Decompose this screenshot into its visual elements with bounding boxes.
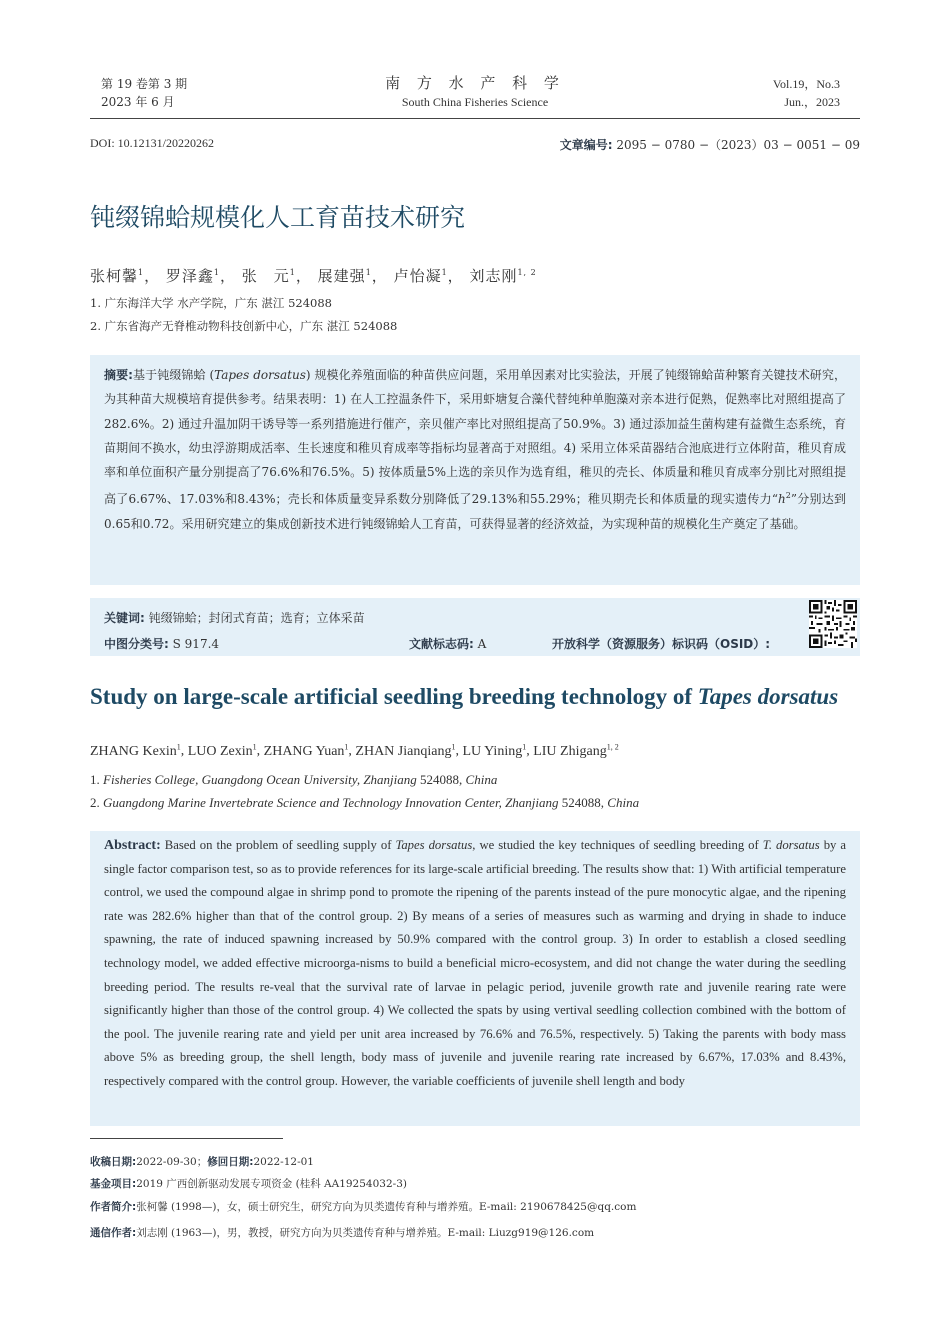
footnote-rule: [90, 1138, 283, 1139]
author-cn: 卢怡凝$^1$: [393, 267, 448, 285]
header-volume-cn: 第 19 卷第 3 期: [101, 77, 188, 91]
article-number: [560, 136, 860, 153]
author-en: LIU Zhigang$^{1, 2}$: [533, 742, 619, 759]
header-volume-info-en: [773, 75, 840, 111]
author-en: LU Yining$^1$: [462, 742, 527, 759]
author-en: ZHANG Kexin$^1$: [90, 742, 181, 759]
header-date-cn: 2023 年 6 月: [101, 95, 175, 109]
author-cn: 张柯馨$^1$: [90, 267, 145, 285]
footnote-dates: 收稿日期:2022-09-30；修回日期:2022-12-01: [90, 1156, 314, 1168]
abstract-en: Abstract: Based on the problem of seedling supply of Tapes dorsatus, we studied the key techniques of seedling breeding of T. dorsatus by a single factor comparison test, so as to provide references for its large-scale artificial breeding. The results show that: 1) With artificial temperature control, we used the compound algae in shrimp pond to promote the ripening of the parents instead of the pure monocytic algae, and the ripening rate was 282.6% higher than that of the control group. 2) By means of a series of measures such as warming and drying in shade to induce spawning, the rate of induced spawning increased by 50.9% compared with the control group. 3) In order to establish a closed seedling technology model, we added effective microorga-nisms to build a beneficial micro-ecosystem, and did not change the water during the seedling breeding period. The results re-veal that the survival rate of larvae in pelagic period, juvenile growth rate and juvenile rearing rate were significantly higher than those of the control group. 4) We collected the spats by using vertival seedling collection combined with the bottom of the pool. The juvenile rearing rate and yield per unit area increased by 76.6% and 76.5%, respectively. 5) Taking the parents with body mass above 5% as breeding group, the shell length, body mass of juvenile and juvenile rearing rate increased by 6.67%, 17.03% and 8.43%, respectively compared with the control group. However, the variable coefficients of juvenile shell length and body: [104, 838, 847, 1088]
affiliation-en-2: 2. Guangdong Marine Invertebrate Science and Technology Innovation Center, Zhanjiang 524088, China: [90, 795, 640, 810]
header-volume-en: Vol.19，No.3: [772, 77, 840, 91]
title-en: Study on large-scale artificial seedling breeding technology of Tapes dorsatus: [90, 684, 839, 709]
footnote-fund: 基金项目:2019 广西创新驱动发展专项资金 (桂科 AA19254032-3): [90, 1178, 407, 1190]
affiliation-cn-1: 1. 广东海洋大学 水产学院，广东 湛江 524088: [90, 296, 332, 310]
keywords-value: 钝缀锦蛤；封闭式育苗；选育；立体采苗: [148, 611, 365, 625]
author-en: ZHANG Yuan$^1$: [263, 742, 349, 759]
abstract-en-label: Abstract:: [104, 838, 161, 853]
keywords: 关键词: 钝缀锦蛤；封闭式育苗；选育；立体采苗: [104, 611, 365, 625]
authors-en: ZHANG Kexin$^1$, LUO Zexin$^1$, ZHANG Yuan$^1$, ZHAN Jianqiang$^1$, LU Yining$^1$, LIU Zhigang$^{1, 2}$: [90, 742, 619, 759]
doi[interactable]: DOI: 10.12131/20220262: [90, 136, 214, 150]
footnote-author: 作者简介:张柯馨 (1998—)，女，硕士研究生，研究方向为贝类遗传育种与增养殖。E-mail: 2190678425@qq.com: [90, 1201, 637, 1213]
author-cn: 刘志刚$^{1, 2}$: [469, 267, 537, 285]
title-cn: 钝缀锦蛤规模化人工育苗技术研究: [90, 203, 466, 232]
osid-label: 开放科学（资源服务）标识码（OSID）:: [552, 637, 771, 651]
qr-code-icon[interactable]: [809, 600, 857, 648]
abstract-cn-box: [90, 355, 860, 585]
header-date-en: Jun.，2023: [784, 95, 840, 109]
classification: 中图分类号: S 917.4: [104, 637, 220, 651]
article-number-value: 2095 − 0780 −（2023）03 − 0051 − 09: [616, 138, 860, 152]
abstract-cn: 摘要:基于钝缀锦蛤 (Tapes dorsatus) 规模化养殖面临的种苗供应问题，采用单因素对比实验法，开展了钝缀锦蛤苗种繁育关键技术研究，为其种苗大规模培育提供参考。结果表明：1) 在人工控温条件下，采用虾塘复合藻代替纯种单胞藻对亲本进行促熟，促熟率比对照组提高了282.6%。2) 通过升温加阴干诱导等一系列措施进行催产，亲贝催产率比对照组提高了50.9%。3) 通过添加益生菌构建有益微生态系统，育苗期间不换水，幼虫浮游期成活率、生长速度和稚贝育成率等指标均显著高于对照组。4) 采用立体采苗器结合池底进行立体附苗，稚贝育成率和单位面积产量分别提高了76.6%和76.5%。5) 按体质量5%上选的亲贝作为选育组，稚贝的壳长、体质量和稚贝育成率分别比对照组提高了6.67%、17.03%和8.43%；壳长和体质量变异系数分别降低了29.13%和55.29%；稚贝期壳长和体质量的现实遗传力“$h^2$”分别达到0.65和0.72。采用研究建立的集成创新技术进行钝缀锦蛤人工育苗，可获得显著的经济效益，为实现种苗的规模化生产奠定了基础。: [104, 368, 846, 531]
document-code: 文献标志码: A: [409, 637, 487, 651]
affiliation-en-1: 1. Fisheries College, Guangdong Ocean University, Zhanjiang 524088, China: [90, 772, 498, 787]
header-rule: [90, 118, 860, 119]
journal-name-en: South China Fisheries Science: [401, 95, 549, 109]
author-cn: 罗泽鑫$^1$: [165, 267, 220, 285]
footnote-correspondence: 通信作者:刘志刚 (1963—)，男，教授，研究方向为贝类遗传育种与增养殖。E-mail: Liuzg919@126.com: [90, 1227, 595, 1239]
journal-name-cn: 南 方 水 产 科 学: [385, 74, 565, 92]
author-en: LUO Zexin$^1$: [187, 742, 257, 759]
affiliation-cn-2: 2. 广东省海产无脊椎动物科技创新中心，广东 湛江 524088: [90, 319, 398, 333]
author-en: ZHAN Jianqiang$^1$: [355, 742, 456, 759]
title-en-species: Tapes dorsatus: [697, 684, 839, 709]
author-cn: 展建强$^1$: [317, 267, 372, 285]
authors-cn: 张柯馨$^1$， 罗泽鑫$^1$， 张 元$^1$， 展建强$^1$， 卢怡凝$^1$， 刘志刚$^{1, 2}$: [90, 267, 537, 285]
abstract-cn-label: 摘要:: [104, 368, 133, 382]
abstract-en-box: [90, 831, 860, 1126]
article-number-label: 文章编号:: [559, 138, 613, 152]
author-cn: 张 元$^1$: [241, 267, 296, 285]
